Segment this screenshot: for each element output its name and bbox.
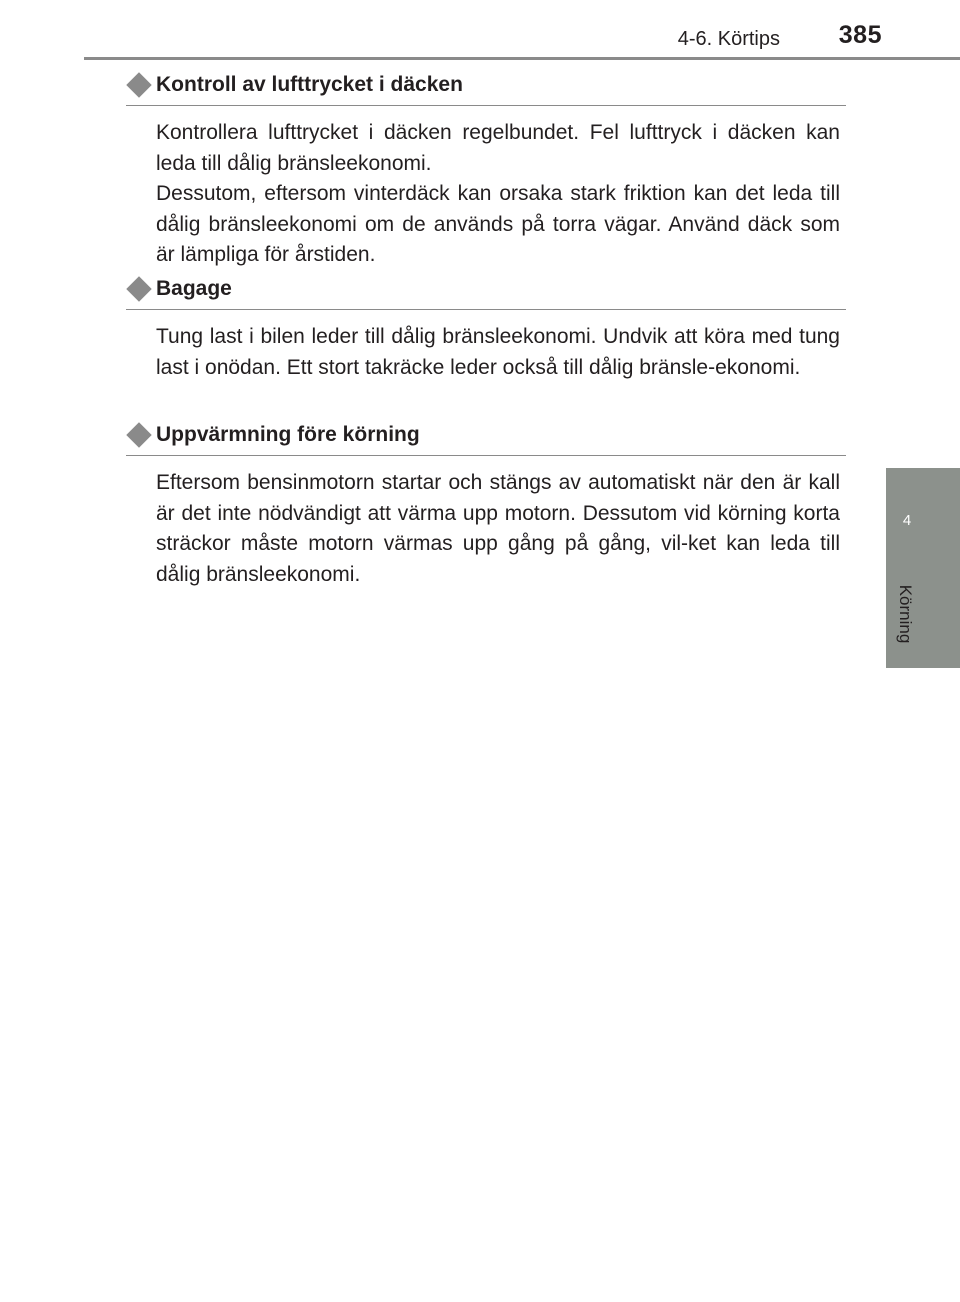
paragraph: Dessutom, eftersom vinterdäck kan orsaka stark friktion kan det leda till dålig bränsleekonomi om de används på torra vägar. Använd däck som är lämpliga för årstiden. <box>156 182 840 266</box>
diamond-bullet-icon <box>126 422 151 447</box>
header-rule <box>84 57 960 60</box>
paragraph: Kontrollera lufttrycket i däcken regelbundet. Fel lufttryck i däcken kan leda till dålig bränsleekonomi. <box>156 121 840 175</box>
paragraph: Tung last i bilen leder till dålig bränsleekonomi. Undvik att köra med tung last i onödan. Ett stort takräcke leder också till dålig bränsle-ekonomi. <box>156 325 840 379</box>
header-section-title: 4-6. Körtips <box>677 28 780 50</box>
section-heading-text: Kontroll av lufttrycket i däcken <box>156 73 463 96</box>
heading-rule <box>126 105 846 106</box>
paragraph: Eftersom bensinmotorn startar och stängs av automatiskt när den är kall är det inte nödvändigt att värma upp motorn. Dessutom vid körning korta sträckor måste motorn värmas upp gång på gång, vil-ket kan leda till dålig bränsleekonomi. <box>156 471 840 586</box>
page-header <box>0 0 960 60</box>
section-heading <box>126 277 846 311</box>
section-heading <box>126 73 846 107</box>
section-body <box>156 322 840 383</box>
chapter-tab-number: 4 <box>902 512 912 529</box>
section-body <box>156 468 840 590</box>
section-heading-text: Bagage <box>156 277 232 300</box>
diamond-bullet-icon <box>126 72 151 97</box>
chapter-tab-label: Körning <box>896 584 915 644</box>
section-heading-text: Uppvärmning före körning <box>156 423 420 446</box>
diamond-bullet-icon <box>126 276 151 301</box>
section-body <box>156 118 840 271</box>
section-heading <box>126 423 846 457</box>
heading-rule <box>126 455 846 456</box>
heading-rule <box>126 309 846 310</box>
page-number: 385 <box>838 21 882 49</box>
